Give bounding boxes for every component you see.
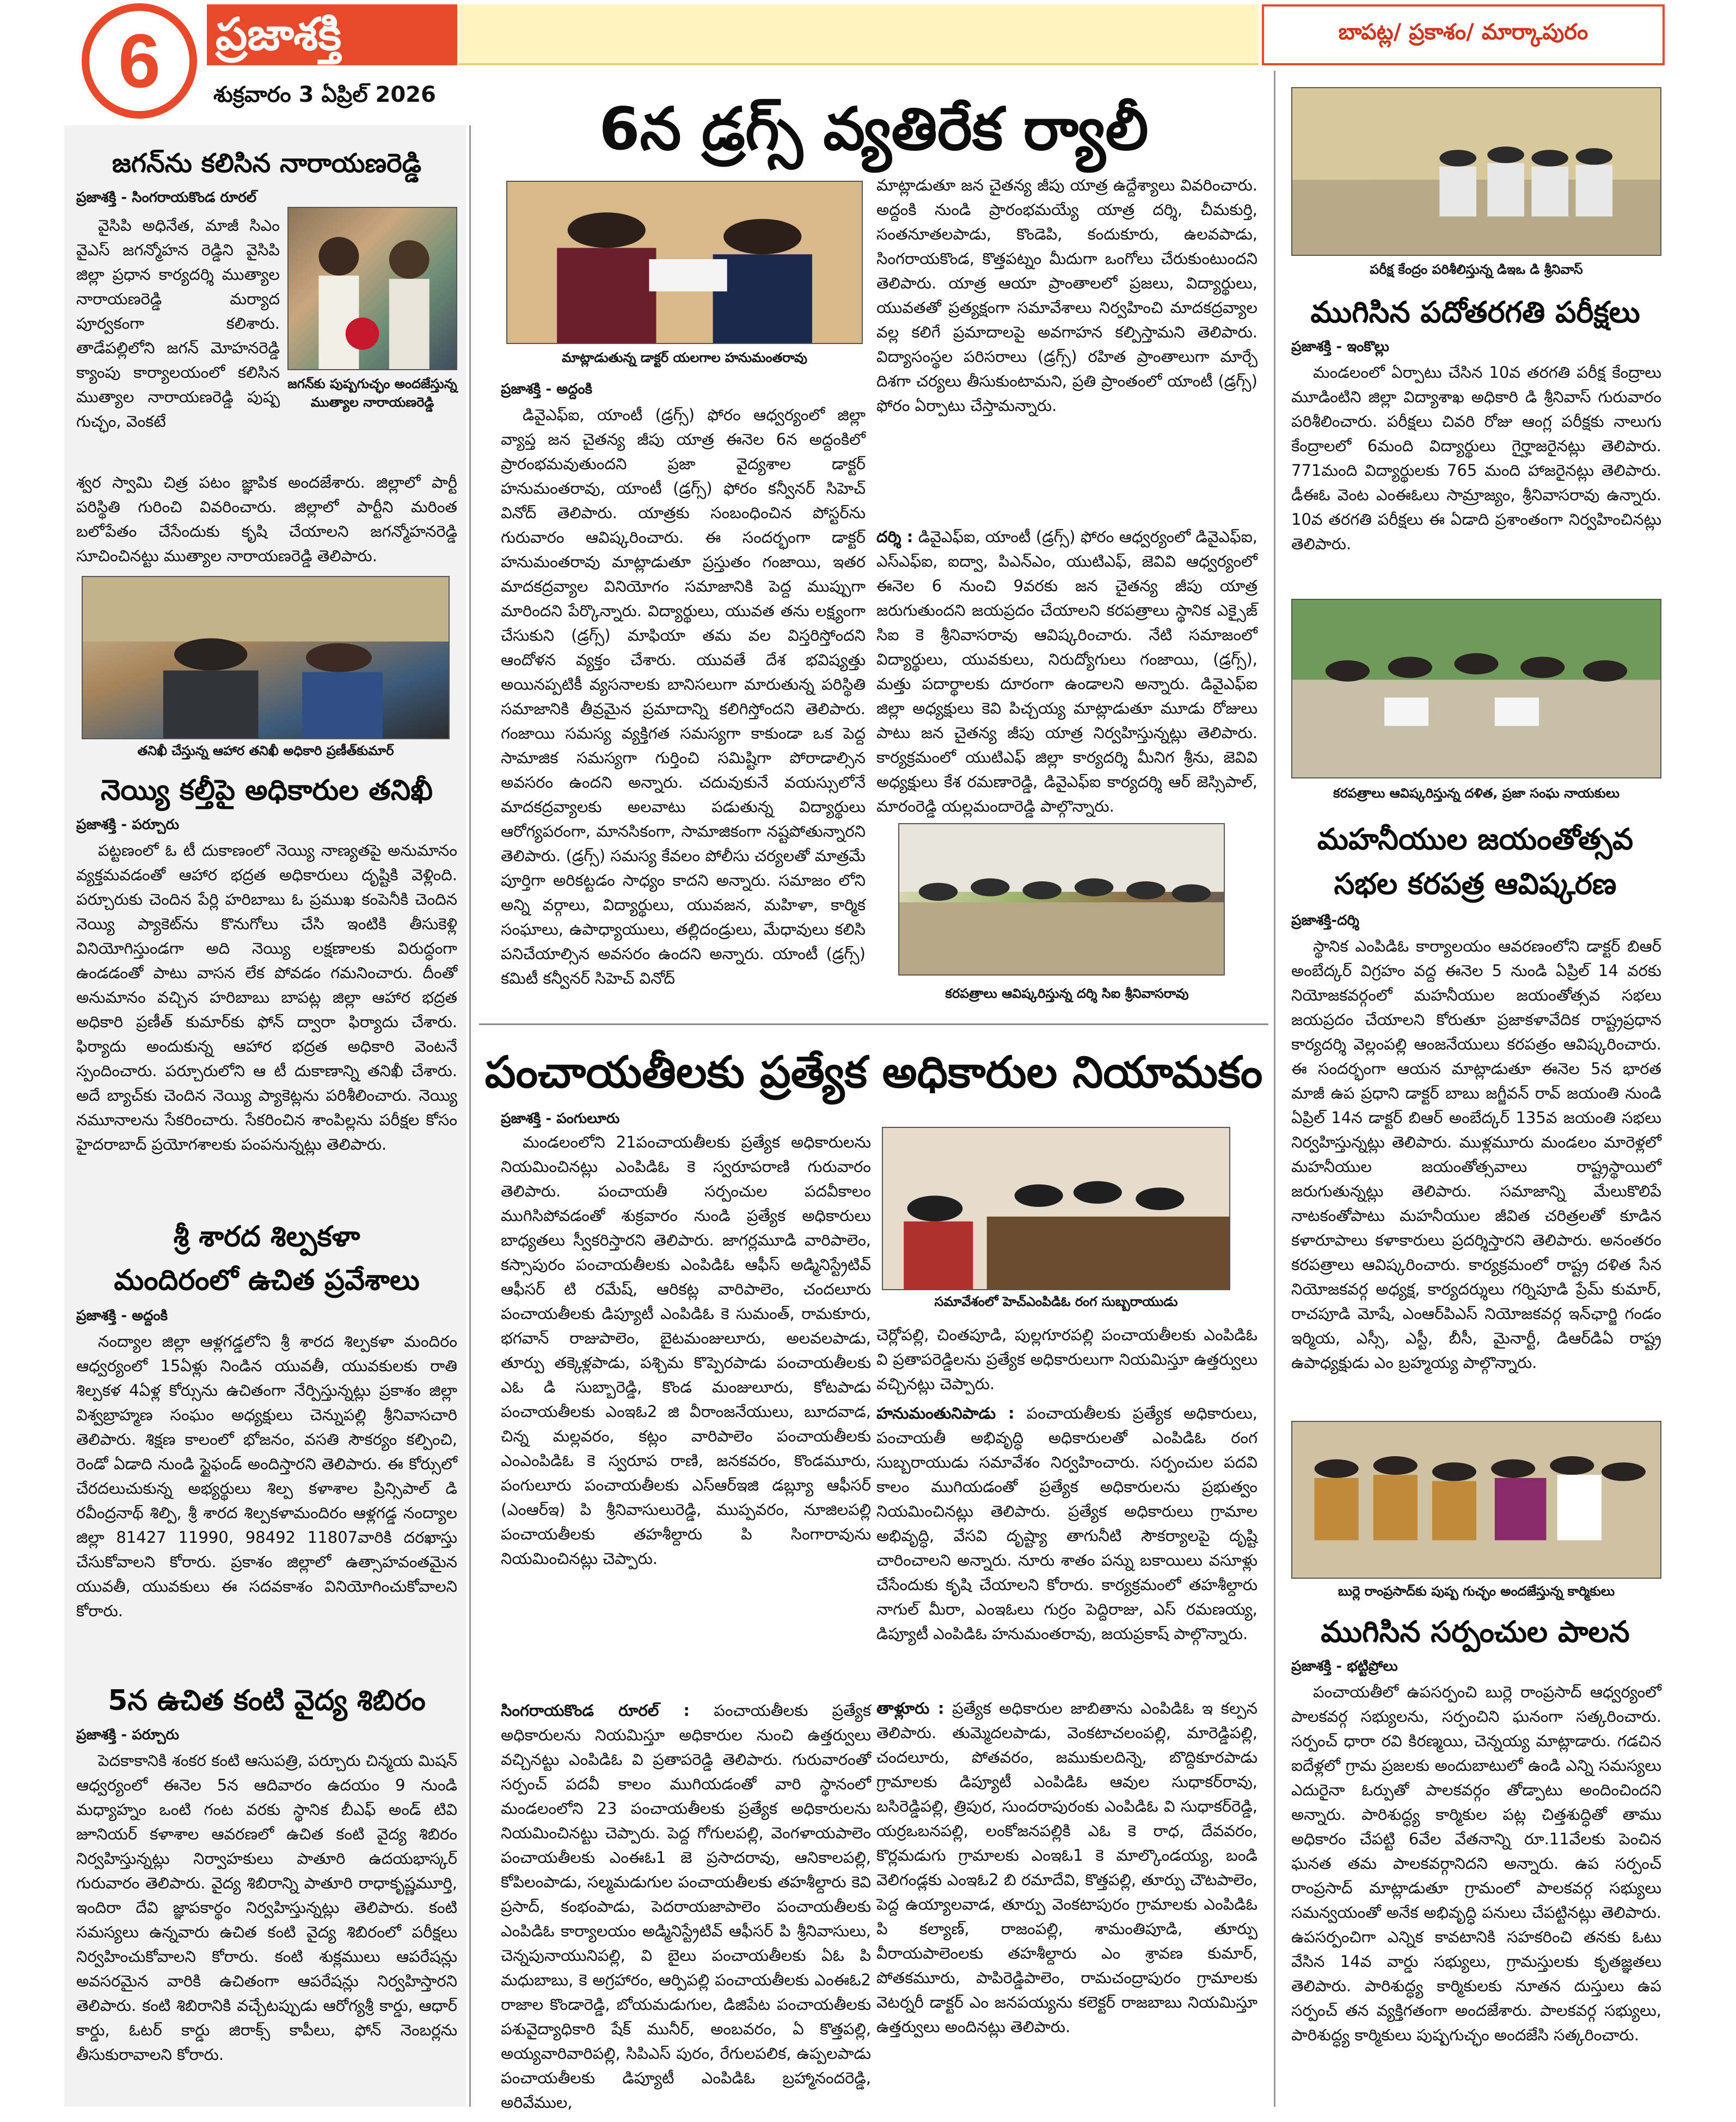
byline: ప్రజాశక్తి - ఇంకొల్లు [1291,339,1389,355]
headline-special-officers: పంచాయతీలకు ప్రత్యేక అధికారుల నియామకం [484,1047,1263,1097]
article-text: పంచాయతీలో ఉపసర్పంచి బుర్లె రాంప్రసాద్ ఆధ్వర్యంలో పాలకవర్గ సభ్యులను, సర్పంచిని ఘనంగా సత్కరించారు. సర్పంచ్ ధారా రవి కిరణ్మయి, చెన్నయ్య మాట్లాడారు. గడచిన ఐదేళ్లలో గ్రామ ప్రజలకు అందుబాటులో ఉండి ఎన్ని సమస్యలు ఎదురైనా ఓర్పుతో పాలకవర్గం తోడ్పాటు అందించిందని అన్నారు. పారిశుద్ధ్య కార్మికుల పట్ల చిత్తశుద్ధితో తాము అధికారం చేపట్టి 6వేల వేతనాన్ని రూ.11వేలకు పెంచిన ఘనత తమ పాలకవర్గానిదని అన్నారు. ఉప సర్పంచ్ రాంప్రసాద్ మాట్లాడుతూ గ్రామంలో పాలకవర్గ సభ్యులు సమన్వయంతో అనేక అభివృద్ధి పనులు చేపట్టినట్లు తెలిపారు. ఉపసర్పంచిగా ఎన్నిక కావటానికి సహకరించి తనకు ఓటు వేసిన 14వ వార్డు సభ్యులు, గ్రామస్తులకు కృతజ్ఞతలు తెలిపారు. పారిశుద్ధ్య కార్మికులకు నూతన దుస్తులు ఉప సర్పంచ్ తన వ్యక్తిగతంగా అందజేశారు. పాలకవర్గ సభ్యులు, పారిశుద్ధ్య కార్మికులు పుష్పగుచ్ఛం అందజేసి సత్కరించారు. [1291,1683,1661,2044]
article-body-col2 [876,173,1257,522]
headline-eye-camp: 5న ఉచిత కంటి వైద్య శిబిరం [108,1684,426,1717]
photo-felicitation [1291,1421,1661,1579]
article-text: ప్రత్యేక అధికారుల జాబితాను ఎంపిడిఓ ఇ కల్పన తెలిపారు. తుమ్మెదలపాడు, వెంకటాచలంపల్లి, మారెడ్డిపల్లి, చందలూరు, పోతవరం, జముకులదిన్నె, బొద్దికూరపాడు గ్రామాలకు డిప్యూటీ ఎంపిడిఓ ఆవుల సుధాకర్‌రావు, బసిరెడ్డిపల్లి, త్రిపుర, సుందరాపురంకు ఎంపిడిఓ వి సుధాకర్‌రెడ్డి, యర్రఒబనపల్లి, లంకోజనపల్లికి ఎఓ కె రాధ, దేవవరం, కొర్లమడుగు గ్రామాలకు ఎంఇఓ1 కె మాల్కొండయ్య, బండి వెలిగండ్లకు ఎంఇఓ2 బి రమాదేవి, కొత్తపల్లి, తూర్పు చౌటపాలెం, పెద్ద ఉయ్యాలవాడ, తూర్పు వెంకటాపురం గ్రామాలకు ఎంపిడిఓ పి కల్యాణ్, రాజంపల్లి, శామంతిపూడి, తూర్పు వీరాయపాలెంలకు తహశీల్దారు ఎం శ్రావణ కుమార్, పోతకమూరు, పాపిరెడ్డిపాలెం, రామచంద్రాపురం గ్రామాలకు వెటర్నరీ డాక్టర్ ఎం జనపయ్యను కలెక్టర్ రాజబాబు నియమిస్తూ ఉత్తర్వులు అందినట్లు తెలిపారు. [876,1699,1258,2036]
photo-pamphlet-leaders [1291,599,1661,778]
photo-jagan-meeting [287,207,457,370]
dateline-darsi: దర్శి : [876,528,913,546]
article-body-col1 [501,1130,871,1696]
photo-caption: కరపత్రాలు ఆవిష్కరిస్తున్న దర్శి సిఐ శ్రీనివాసరావు [945,986,1189,1001]
column-rule [1274,71,1275,2107]
article-text: పంచాయతీలకు ప్రత్యేక అధికారులు, పంచాయతీ అభివృద్ధి అధికారులతో ఎంపిడిఓ రంగ సుబ్బరాయుడు సమావేశం నిర్వహించారు. సర్పంచుల పదవి కాలం ముగియడంతో ప్రత్యేక అధికారులను ప్రభుత్వం నియమించినట్లు తెలిపారు. ప్రత్యేక అధికారులు గ్రామాల అభివృద్ధి, వేసవి దృష్ట్యా తాగునీటి సౌకర్యాలపై దృష్టి చారించాలని అన్నారు. నూరు శాతం పన్ను బకాయిలు వసూళ్లు చేసేందుకు కృషి చేయాలని కోరారు. కార్యక్రమంలో తహశీల్దారు నాగుల్ మీరా, ఎంఇఓలు గుర్రం పెద్దిరాజు, ఎస్ రమణయ్య, డిప్యూటీ ఎంపిడిఓ హనుమంతరావు, జయప్రకాష్ పాల్గొన్నారు. [876,1404,1257,1643]
article-text: డివైఎఫ్ఐ, యాంటీ (డ్రగ్స్) ఫోరం ఆధ్వర్యంలో డివైఎఫ్ఐ, ఎస్ఎఫ్ఐ, ఐద్వా, పిఎన్ఎం, యుటిఎఫ్, జెవివి ఆధ్వర్యంలో ఈనెల 6 నుంచి 9వరకు జన చైతన్య జీపు యాత్ర జరుగుతుందని జయప్రదం చేయాలని కరపత్రాలు స్థానిక ఎక్సైజ్ సిఐ కె శ్రీనివాసరావు ఆవిష్కరించారు. నేటి సమాజంలో విద్యార్థులు, యువకులు, నిరుద్యోగులు గంజాయి, (డ్రగ్స్), మత్తు పదార్థాలకు దూరంగా ఉండాలని అన్నారు. డివైఎఫ్ఐ జిల్లా అధ్యక్షులు కెవి పిచ్చయ్య మాట్లాడుతూ మూడు రోజులు పాటు జన చైతన్య జీపు యాత్ర నిర్వహిస్తున్నట్లు తెలిపారు. కార్యక్రమంలో యుటిఎఫ్ జిల్లా కార్యదర్శి మీనిగ శ్రీను, జెవివి అధ్యక్షులు కేశ రమణారెడ్డి, డివైఎఫ్ఐ కార్యదర్శి ఆర్ జెస్సిపాల్, మారంరెడ్డి యల్లమందారెడ్డి పాల్గొన్నారు. [876,528,1258,815]
photo-caption: బుర్లె రాంప్రసాద్‌కు పుష్ప గుచ్ఛం అందజేస్తున్న కార్మికులు [1338,1584,1615,1599]
article-text: చెర్లోపల్లి, చింతపూడి, పుల్లగూరపల్లి పంచాయతీలకు ఎంపిడిఓ వి ప్రతాపరెడ్డిలను ప్రత్యేక అధికారులుగా నియమిస్తూ ఉత్తర్వులు వచ్చినట్లు చెప్పారు. [876,1326,1257,1393]
article-body [1291,934,1661,1413]
page-date: శుక్రవారం 3 ఏప్రిల్ 2026 [213,82,436,107]
article-body [1291,360,1661,594]
dateline-singarayakonda: సింగరాయకొండ రూరల్ : [501,1701,690,1720]
byline: ప్రజాశక్తి - అద్దంకి [501,381,593,397]
article-body-talluru [876,1696,1257,2105]
article-text: పెదకాకానికి శంకర కంటి ఆసుపత్రి, పర్చూరు చిన్మయ మిషన్ ఆధ్వర్యంలో ఈనెల 5న ఆదివారం ఉదయం 9 నుండి మధ్యాహ్నం ఒంటి గంట వరకు స్థానిక బీఎఫ్ అండ్ టివి జూనియర్ కళాశాల ఆవరణలో ఉచిత కంటి వైద్య శిబిరం నిర్వహిస్తున్నట్లు నిర్వాహకులు పాతూరి ఉదయభాస్కర్ గురువారం తెలిపారు. వైద్య శిబిరాన్ని పాతూరి రాధాకృష్ణమూర్తి, ఇందిరా దేవి జ్ఞాపకార్థం నిర్వహిస్తున్నట్లు తెలిపారు. కంటి సమస్యలు ఉన్నవారు ఉచిత కంటి వైద్య శిబిరంలో పరీక్షలు నిర్వహించుకోవాలని కోరారు. కంటి శుక్లములు ఆపరేషన్లు అవసరమైన వారికి ఉచితంగా ఆపరేషన్లు నిర్వహిస్తారని తెలిపారు. కంటి శిబిరానికి వచ్చేటప్పుడు ఆరోగ్యశ్రీ కార్డు, ఆధార్ కార్డు, ఓటర్ కార్డు జిరాక్స్ కాపీలు, ఫోన్ నెంబర్లను తీసుకురావాలని కోరారు. [76,1751,457,2064]
article-body [76,1329,457,1678]
photo-darsi-pamphlet-release [898,823,1225,976]
photo-deo-inspection [1291,87,1661,256]
section-divider [479,1023,1268,1025]
byline: ప్రజాశక్తి - భట్టిప్రోలు [1291,1658,1398,1675]
article-body-hanumanthunipadu [876,1401,1257,1695]
dateline-talluru: తాళ్లూరు : [876,1699,944,1718]
article-text: స్థానిక ఎంపిడిఓ కార్యాలయం ఆవరణంలోని డాక్టర్ బిఆర్ అంబేద్కర్ విగ్రహం వద్ద ఈనెల 5 నుండి ఏప్రిల్ 14 వరకు నియోజకవర్గంలో మహనీయుల జయంతోత్సవ సభలు జయప్రదం చేయాలని కోరుతూ ప్రజాకళావేదిక రాష్ట్రప్రధాన కార్యదర్శి వెల్లంపల్లి ఆంజనేయులు కరపత్రం ఆవిష్కరించారు. ఈ సందర్భంగా ఆయన మాట్లాడుతూ ఈనెల 5న భారత మాజీ ఉప ప్రధాని డాక్టర్ బాబు జగ్జీవన్ రావ్ జయంతి నుండి ఏప్రిల్ 14న డాక్టర్ బిఆర్ అంబేద్కర్ 135వ జయంతి సభలు నిర్వహిస్తున్నట్లు తెలిపారు. ముళ్లమూరు మండలం మారెళ్లలో మహనీయుల జయంతోత్సవాలు రాష్ట్రస్థాయిలో జరుగుతున్నట్లు తెలిపారు. సమాజాన్ని మేలుకొలిపే నాటకంతోపాటు మహనీయుల జీవిత చరిత్రలతో కూడిన కళారూపాలు కళాకారులు ప్రదర్శిస్తారని తెలిపారు. అనంతరం కరపత్రాలు ఆవిష్కరించారు. కార్యక్రమంలో రాష్ట్ర దళిత సేన నియోజకవర్గ అధ్యక్ష, కార్యదర్శులు గర్నిపూడి ప్రేమ్ కుమార్, రాచపూడి మోషే, ఎంఆర్‌పిఎస్ నియోజకవర్గ ఇన్‌ఛార్జి గండం ఇర్మియ, ఎస్సీ, ఎస్టీ, బీసీ, మైనార్టీ, డిఆర్‌డిఏ రాష్ట్ర ఉపాధ్యక్షుడు ఎం బ్రహ్మయ్య పాల్గొన్నారు. [1291,937,1661,1372]
headline-sharada-shilpakala-line2: మందిరంలో ఉచిత ప్రవేశాలు [114,1264,420,1297]
article-text: పట్టణంలో ఓ టీ దుకాణంలో నెయ్యి నాణ్యతపై అనుమానం వ్యక్తమవడంతో ఆహార భద్రత అధికారులు దృష్టికి వెళ్లింది. పర్చూరుకు చెందిన పేర్లి హరిబాబు ఓ ప్రముఖ కంపెనీకి చెందిన నెయ్యి ప్యాకెట్‌ను కొనుగోలు చేసి ఇంటికి తీసుకెళ్లి వినియోగిస్తుండగా అది నెయ్యి లక్షణాలకు విరుద్ధంగా ఉండడంతో పాటు వాసన లేక పోవడం గమనించారు. దీంతో అనుమానం వచ్చిన హరిబాబు బాపట్ల జిల్లా ఆహార భద్రత అధికారి ప్రణీత్ కుమార్‌కు ఫోన్ ద్వారా ఫిర్యాదు చేశారు. ఫిర్యాదు అందుకున్న ఆహార భద్రత అధికారి వెంటనే స్పందించారు. పర్చూరులోని ఆ టీ దుకాణాన్ని తనిఖీ చేశారు. అదే బ్యాచ్‌కు చెందిన నెయ్యి ప్యాకెట్లను పరిశీలించారు. నెయ్యి నమూనాలను సేకరించారు. సేకరించిన శాంపిల్లను పరీక్షల కోసం హైదరాబాద్ ప్రయోగశాలకు పంపనున్నట్లు తెలిపారు. [76,841,457,1154]
headline-sarpanch-term-ends: ముగిసిన సర్పంచుల పాలన [1321,1615,1630,1649]
paper-name: ప్రజాశక్తి [216,9,342,60]
headline-ssc-exams-end: ముగిసిన పదోతరగతి పరీక్షలు [1310,295,1640,329]
photo-caption: సమావేశంలో హెచ్ఎంపిడిఓ రంగ సుబ్బరాయుడు [934,1294,1178,1309]
byline: ప్రజాశక్తి - పంగులూరు [501,1111,620,1127]
article-text: మాట్లాడుతూ జన చైతన్య జీపు యాత్ర ఉద్దేశ్యాలు వివరించారు. అద్దంకి నుండి ప్రారంభమయ్యే యాత్ర దర్శి, చీమకుర్తి, సంతనూతలపాడు, కొండెపి, కందుకూరు, ఉలవపాడు, సింగరాయకొండ, కొత్తపట్నం మీదుగా ఒంగోలు చేరుకుంటుందని తెలిపారు. యాత్ర ఆయా ప్రాంతాలలో ప్రజలు, విద్యార్థులు, యువతతో ప్రత్యక్షంగా సమావేశాలు నిర్వహించి మాదకద్రవ్యాల వల్ల కలిగే ప్రమాదాలపై అవగాహన కల్పిస్తామని తెలిపారు. విద్యాసంస్థల పరిసరాలు (డ్రగ్స్) రహిత ప్రాంతాలుగా మార్చే దిశగా చర్యలు తీసుకుంటామని, ప్రతి ప్రాంతంలో యాంటీ (డ్రగ్స్) ఫోరం ఏర్పాటు చేస్తామన్నారు. [876,176,1257,415]
column-rule [469,125,471,2107]
headline-sharada-shilpakala-line1: శ్రీ శారద శిల్పకళా [173,1221,360,1253]
headline-anti-drugs-rally: 6న డ్రగ్స్ వ్యతిరేక ర్యాలీ [599,95,1149,163]
photo-caption: పరీక్ష కేంద్రం పరిశీలిస్తున్న డిఇఒ డి శ్రీనివాస్ [1370,262,1583,277]
byline: ప్రజాశక్తి - పర్చూరు [76,817,179,833]
byline: ప్రజాశక్తి - పర్చూరు [76,1727,179,1743]
photo-doctor-hanumantharao [506,181,863,344]
article-text: పంచాయతీలకు ప్రత్యేక అధికారులను నియమిస్తూ అధికారుల నుంచి ఉత్తర్వులు వచ్చినట్టు ఎంపిడిఓ వి ప్రతాపరెడ్డి తెలిపారు. గురువారంతో సర్పంచ్ పదవీ కాలం ముగియడంతో వారి స్థానంలో మండలంలోని 23 పంచాయతీలకు ప్రత్యేక అధికారులను నియమించినట్టు చెప్పారు. పెద్ద గోగులపల్లి, వెంగళాయపాలెం పంచాయతీలకు ఎంఈఓ1 జె ప్రసాదరావు, ఆనికాలపల్లి, కోపిలంపాడు, సల్మమడుగుల పంచాయతీలకు తహశీల్దారు కెవి ప్రసాద్, కంభంపాడు, పెదరాయజాపాలెం పంచాయతీలకు ఎంపిడిఓ కార్యాలయం అడ్మినిస్ట్రేటివ్ ఆఫీసర్ పి శ్రీనివాసులు, చెన్నపునాయునిపల్లి, వి బైలు పంచాయతీలకు ఏఓ పి మధుబాబు, కె అగ్రహారం, ఆర్పిపల్లి పంచాయతీలకు ఎంఈఓ2 రాజాల కొండారెడ్డి, బోయమడుగుల, డిజిపేట పంచాయతీలకు పశువైద్యాధికారి షేక్ మునీర్, అంబవరం, ఏ కొత్తపల్లి, అయ్యవారివారిపల్లి, సిపిఎస్ పురం, రేగులపలిక, ఉప్పలపాడు పంచాయతీలకు డిప్యూటీ ఎంపిడిఓ బ్రహ్మానందరెడ్డి, అరివేముల, [501,1701,871,2112]
article-text: మండలంలో ఏర్పాటు చేసిన 10వ తరగతి పరీక్ష కేంద్రాలు మూడింటిని జిల్లా విద్యాశాఖ అధికారి డి శ్రీనివాస్ గురువారం పరిశీలించారు. పరీక్షలు చివరి రోజు ఆంగ్ల పరీక్షకు నాలుగు కేంద్రాలలో 6మంది విద్యార్థులు గైర్హాజరైనట్లు తెలిపారు. 771మంది విద్యార్థులకు 765 మంది హాజరైనట్లు తెలిపారు. డీఈఓ వెంట ఎంఈఓలు సామ్రాజ్యం, శ్రీనివాసరావు ఉన్నారు. 10వ తరగతి పరీక్షలు ఈ ఏడాది ప్రశాంతంగా నిర్వహించినట్లు తెలిపారు. [1291,363,1661,553]
article-text: నంద్యాల జిల్లా ఆళ్లగడ్డలోని శ్రీ శారద శిల్పకళా మందిరం ఆధ్వర్యంలో 15ఏళ్లు నిండిన యువతీ, యువకులకు రాతి శిల్పకళ 4ఏళ్ల కోర్సును ఉచితంగా నేర్పిస్తున్నట్లు ప్రకాశం జిల్లా విశ్వబ్రాహ్మణ సంఘం అధ్యక్షులు చెన్నుపల్లి శ్రీనివాసచారి తెలిపారు. శిక్షణ కాలంలో భోజనం, వసతి సౌకర్యం కల్పించి, రెండో ఏడాది నుండి స్టైఫండ్ అందిస్తారని తెలిపారు. ఈ కోర్సులో చేరదలుచుకున్న అభ్యర్థులు శిల్ప కళాశాల ప్రిన్సిపాల్ డి రవీంద్రనాథ్ శిల్పి, శ్రీ శారద శిల్పకళామందిరం ఆళ్లగడ్డ నంద్యాల జిల్లా 81427 11990, 98492 11807వారికి దరఖాస్తు చేసుకోవాలని కోరారు. ప్రకాశం జిల్లాలో ఉత్సాహవంతమైన యువతీ, యువకులు ఈ సదవకాశం వినియోగించుకోవాలని కోరారు. [76,1332,457,1620]
photo-caption: కరపత్రాలు ఆవిష్కరిస్తున్న దళిత, ప్రజా సంఘ నాయకులు [1333,786,1620,801]
article-body-col1 [501,403,866,1121]
article-text: డివైఎఫ్ఐ, యాంటీ (డ్రగ్స్) ఫోరం ఆధ్వర్యంలో జిల్లా వ్యాప్త జన చైతన్య జీపు యాత్ర ఈనెల 6న అద్దంకిలో ప్రారంభమవుతుందని ప్రజా వైద్యశాల డాక్టర్ హనుమంతరావు, యాంటీ (డ్రగ్స్) ఫోరం కన్వీనర్ సిహెచ్ వినోద్ తెలిపారు. యాత్రకు సంబంధించిన పోస్టర్‌ను గురువారం ఆవిష్కరించారు. ఈ సందర్భంగా డాక్టర్ హనుమంతరావు మాట్లాడుతూ ప్రస్తుతం గంజాయి, ఇతర మాదకద్రవ్యాల వినియోగం సమాజానికి పెద్ద ముప్పుగా మారిందని పేర్కొన్నారు. విద్యార్థులు, యువత తను లక్ష్యంగా చేసుకుని (డ్రగ్స్) మాఫియా తమ వల విస్తరిస్తోందని ఆందోళన వ్యక్తం చేశారు. యువతే దేశ భవిష్యత్తు అయినప్పటికీ వ్యసనాలకు బానిసలుగా మారుతున్న పరిస్థితి సమాజానికి తీవ్రమైన ప్రమాదాన్ని కలిగిస్తోందని తెలిపారు. గంజాయి సమస్య వ్యక్తిగత సమస్యగా కాకుండా ఒక పెద్ద సామాజిక సమస్యగా గుర్తించి సమిష్టిగా పోరాడాల్సిన అవసరం ఉందని అన్నారు. చదువుకునే వయస్సులోనే మాదకద్రవ్యాలకు అలవాటు పడుతున్న విద్యార్థులు ఆరోగ్యపరంగా, మానసికంగా, సామాజికంగా నష్టపోతున్నారని తెలిపారు. (డ్రగ్స్) సమస్య కేవలం పోలీసు చర్యలతో మాత్రమే పూర్తిగా అరికట్టడం సాధ్యం కాదని అన్నారు. సమాజం లోని అన్ని వర్గాలు, విద్యార్థులు, యువజన, మహిళా, కార్మిక సంఘాలు, ఉపాధ్యాయులు, తల్లిదండ్రులు, మేధావులు కలిసి పనిచేయాల్సిన అవసరం ఉందని అన్నారు. యాంటీ (డ్రగ్స్) కమిటీ కన్వీనర్ సిహెచ్ వినోద్ [501,406,866,988]
article-body-darsi [876,525,1257,819]
article-text: వైసిపి అధినేత, మాజీ సిఎం వైఎస్ జగన్మోహన రెడ్డిని వైసిపి జిల్లా ప్రధాన కార్యదర్శి ముత్యాల నారాయణరెడ్డి మర్యాద పూర్వకంగా కలిశారు. తాడేపల్లిలోని జగన్ మోహనరెడ్డి క్యాంపు కార్యాలయంలో కలిసిన ముత్యాల నారాయణరెడ్డి పుష్ప గుచ్ఛం, వెంకటే [76,216,280,431]
headline-jayanthi-line2: సభల కరపత్ర ఆవిష్కరణ [1334,867,1617,901]
headline-jayanthi-line1: మహనీయుల జయంతోత్సవ [1317,822,1634,856]
article-body-col2 [876,1323,1257,1399]
byline: ప్రజాశక్తి - అద్దంకి [76,1308,168,1324]
photo-caption: తనిఖీ చేస్తున్న ఆహార తనిఖీ అధికారి ప్రణీత్‌కుమార్ [137,743,394,758]
article-text: మండలంలోని 21పంచాయతీలకు ప్రత్యేక అధికారులను నియమించినట్లు ఎంపిడిఓ కె స్వరూపరాణి గురువారం తెలిపారు. పంచాయతీ సర్పంచుల పదవీకాలం ముగిసిపోవడంతో శుక్రవారం నుండి ప్రత్యేక అధికారులు బాధ్యతలు స్వీకరిస్తారని తెలిపారు. జాగర్లమూడి వారిపాలెం, కస్సాపురం పంచాయతీలకు ఎంపిడిఓ ఆఫీస్ అడ్మినిస్ట్రేటివ్ ఆఫీసర్ టి రమేష్, ఆరికట్ల వారిపాలెం, చందలూరు పంచాయతీలకు డిప్యూటీ ఎంపిడిఓ కె సుమంత్, రామకూరు, భగవాన్ రాజుపాలెం, బైటమంజులూరు, అలవలపాడు, తూర్పు తక్కెళ్లపాడు, పశ్చిమ కొప్పెరపాడు పంచాయతీలకు ఎఓ డి సుబ్బారెడ్డి, కొండ మంజులూరు, కోటపాడు పంచాయతీలకు ఎంఇఓ2 జి వీరాంజనేయులు, బూదవాడ, చిన్న మల్లవరం, కట్లం వారిపాలెం పంచాయతీలకు ఎంఎంపిడిఓ కె స్వరూప రాణి, జనకవరం, కొండమూరు, పంగులూరు పంచాయతీలకు ఎస్ఆర్ఇజి డబ్ల్యూ ఆఫీసర్ (ఎంఆర్ఇ) పి శ్రీనివాసులురెడ్డి, ముప్పవరం, నూజిలపల్లి పంచాయతీలకు తహశీల్దారు పి సింగారావును నియమించినట్లు చెప్పారు. [501,1133,871,1568]
byline: ప్రజాశక్తి-దర్శి [1291,912,1359,929]
article-body [76,838,457,1219]
article-body [76,213,280,469]
masthead-band [458,4,1259,65]
article-body [76,1749,457,2102]
page-number: 6 [82,3,197,119]
byline: ప్రజాశక్తి - సింగరాయకొండ రూరల్ [76,189,257,206]
headline-jagan-narayanareddy: జగన్‌ను కలిసిన నారాయణరెడ్డి [112,148,422,179]
photo-mpdo-meeting [882,1127,1230,1290]
edition-region: బాపట్ల/ ప్రకాశం/ మార్కాపురం [1262,4,1665,65]
headline-ghee-adulteration: నెయ్యి కల్తీపై అధికారుల తనిఖీ [101,774,433,807]
photo-caption: జగన్‌కు పుష్పగుచ్ఛం అందజేస్తున్న ముత్యాల నారాయణరెడ్డి [287,376,457,410]
photo-caption: మాట్లాడుతున్న డాక్టర్ యలగాల హనుమంతరావు [562,350,807,365]
dateline-hanumanthunipadu: హనుమంతునిపాడు : [876,1404,1015,1422]
article-text: శ్వర స్వామి చిత్ర పటం జ్ఞాపిక అందజేశారు. జిల్లాలో పార్టీ పరిస్థితి గురించి వివరించారు. జిల్లాలో పార్టీని మరింత బలోపేతం చేసేందుకు కృషి చేయాలని జగన్మోహనరెడ్డి సూచించినట్టు ముత్యాల నారాయణరెడ్డి తెలిపారు. [76,473,457,565]
photo-ghee-inspection [82,576,450,739]
article-body-singarayakonda [501,1698,871,2112]
article-body [1291,1680,1661,2110]
